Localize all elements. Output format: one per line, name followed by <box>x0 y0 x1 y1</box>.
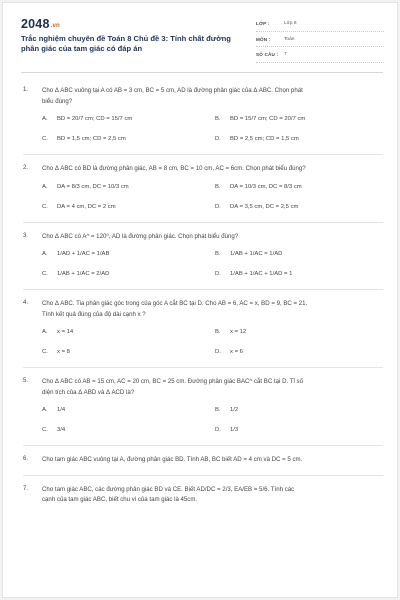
question-text-line: Cho tam giác ABC, các đường phân giác BD và CE. Biết AD/DC = 2/3, EA/EB = 5/6. Tính các <box>42 485 295 493</box>
question-text <box>42 86 385 107</box>
meta-label: SỐ CÂU : <box>256 52 279 57</box>
meta-row-count <box>256 50 384 63</box>
question-number: 5. <box>23 377 29 384</box>
answer-options <box>42 116 385 145</box>
question-item <box>23 299 385 358</box>
option-letter: D. <box>215 136 221 142</box>
option-text: 1/4 <box>57 407 66 413</box>
option-text: x = 6 <box>230 349 243 355</box>
meta-label: LỚP : <box>256 21 270 26</box>
question-number: 7. <box>23 484 29 492</box>
option-text: x = 14 <box>57 329 74 335</box>
meta-value: Toán <box>284 36 295 42</box>
document-title-line: phân giác của tam giác có đáp án <box>21 44 143 53</box>
question-number: 1. <box>23 86 29 93</box>
option-letter: A. <box>42 116 48 122</box>
answer-option[interactable] <box>42 349 215 358</box>
meta-value: 7 <box>284 52 287 57</box>
option-text: 3/4 <box>57 427 66 433</box>
option-letter: B. <box>215 183 221 190</box>
question-list <box>23 86 385 506</box>
question-text <box>42 377 385 398</box>
answer-option[interactable] <box>42 329 215 338</box>
question-text-line: Tính kết quả đúng của độ dài cạnh x ? <box>42 310 146 318</box>
option-letter: D. <box>215 349 221 355</box>
worksheet-header <box>21 17 383 63</box>
question-item <box>23 485 385 506</box>
logo-main: 2048 <box>21 17 50 31</box>
document-title-line: Trắc nghiệm chuyên đề Toán 8 Chủ đề 3: Tính chất đường <box>21 34 231 43</box>
answer-option[interactable] <box>215 116 385 125</box>
answer-options <box>42 251 385 280</box>
option-letter: C. <box>42 349 48 355</box>
option-text: BD = 20/7 cm; CD = 15/7 cm <box>57 116 133 122</box>
answer-option[interactable] <box>42 251 215 260</box>
option-text: DA = 3,5 cm, DC = 2,5 cm <box>230 203 299 210</box>
logo-suffix: .vn <box>50 23 60 29</box>
meta-row-subject <box>256 35 384 48</box>
question-divider <box>23 445 383 446</box>
option-letter: D. <box>215 271 221 277</box>
answer-option[interactable] <box>42 184 215 193</box>
question-text <box>42 485 385 506</box>
option-letter: D. <box>215 203 221 210</box>
answer-options <box>42 407 385 436</box>
option-text: 1/AB + 1/AC = 2/AD <box>57 271 110 277</box>
document-title <box>21 34 261 54</box>
answer-option[interactable] <box>215 271 385 280</box>
answer-options <box>42 184 385 213</box>
answer-option[interactable] <box>42 407 215 416</box>
worksheet-page <box>2 2 398 598</box>
meta-info <box>256 19 384 66</box>
question-text-line: Cho Δ ABC có A^ = 120⁰, AD là đường phân giác. Chọn phát biểu đúng? <box>42 232 239 240</box>
answer-option[interactable] <box>215 184 385 193</box>
option-text: 1/AB + 1/AC = 1/AD <box>230 251 283 257</box>
question-text-line: Cho Δ ABC vuông tại A có AB = 3 cm, BC = 5 cm, AD là đường phân giác của Δ ABC. Chọn phát <box>42 87 303 94</box>
answer-options <box>42 329 385 358</box>
question-item <box>23 232 385 281</box>
answer-option[interactable] <box>42 136 215 145</box>
option-text: x = 12 <box>230 329 247 335</box>
option-letter: B. <box>215 407 221 413</box>
option-letter: B. <box>215 116 221 122</box>
option-text: DA = 4 cm, DC = 2 cm <box>57 203 116 210</box>
option-letter: A. <box>42 183 48 190</box>
option-text: BD = 1,5 cm; CD = 2,5 cm <box>57 136 126 142</box>
option-letter: A. <box>42 251 48 257</box>
question-divider <box>23 289 383 290</box>
question-divider <box>23 475 383 476</box>
meta-label: MÔN : <box>256 36 271 42</box>
question-divider <box>23 154 383 155</box>
question-item <box>23 86 385 145</box>
option-letter: B. <box>215 329 221 335</box>
option-text: 1/3 <box>230 427 239 433</box>
option-text: DA = 8/3 cm, DC = 10/3 cm <box>57 183 129 190</box>
header-divider <box>21 72 383 73</box>
option-letter: B. <box>215 251 221 257</box>
answer-option[interactable] <box>42 271 215 280</box>
option-text: 1/AB + 1/AC + 1/AD = 1 <box>230 271 293 277</box>
answer-option[interactable] <box>215 407 385 416</box>
question-number: 2. <box>23 164 29 171</box>
question-text-line: cạnh của tam giác ABC, biết chu vi của tam giác là 45cm. <box>42 496 198 503</box>
question-text-line: Cho tam giác ABC vuông tại A, đường phân giác BD. Tính AB, BC biết AD = 4 cm và DC = 5 cm. <box>42 456 303 463</box>
question-number: 3. <box>23 231 29 239</box>
option-letter: A. <box>42 329 48 335</box>
option-letter: C. <box>42 203 48 210</box>
answer-option[interactable] <box>215 427 385 436</box>
question-text-line: Cho Δ ABC có AB = 15 cm, AC = 20 cm, BC = 25 cm. Đường phân giác BAC^ cắt BC tại D. Tỉ số <box>42 378 303 385</box>
answer-option[interactable] <box>42 427 215 436</box>
question-text-line: diện tích của Δ ABD và Δ ACD là? <box>42 388 135 396</box>
option-text: DA = 10/3 cm, DC = 8/3 cm <box>230 183 302 190</box>
question-item <box>23 377 385 436</box>
answer-option[interactable] <box>42 204 215 213</box>
question-text-line: biểu đúng? <box>42 97 73 105</box>
question-text <box>42 232 385 243</box>
question-text-line: Cho Δ ABC có BD là đường phân giác, AB = 8 cm, BC = 10 cm, AC = 6cm. Chọn phát biểu đúng? <box>42 165 306 172</box>
answer-option[interactable] <box>215 136 385 145</box>
option-text: 1/AD + 1/AC = 1/AB <box>57 251 110 257</box>
question-text <box>42 299 385 320</box>
question-item <box>23 455 385 466</box>
meta-row-class <box>256 19 384 32</box>
question-divider <box>23 367 383 368</box>
option-letter: C. <box>42 271 48 277</box>
site-logo[interactable] <box>21 17 60 31</box>
question-text-line: Cho Δ ABC. Tia phân giác góc trong của góc A cắt BC tại D. Cho AB = 6, AC = x, BD = 9, BC = 21. <box>42 300 308 307</box>
answer-option[interactable] <box>215 349 385 358</box>
question-number: 6. <box>23 455 29 462</box>
option-letter: D. <box>215 427 221 433</box>
option-text: BD = 15/7 cm; CD = 20/7 cm <box>230 116 306 122</box>
answer-option[interactable] <box>215 251 385 260</box>
option-text: 1/2 <box>230 407 239 413</box>
question-text <box>42 164 385 175</box>
question-number: 4. <box>23 299 29 306</box>
option-letter: C. <box>42 427 48 433</box>
option-letter: C. <box>42 136 48 142</box>
option-text: BD = 2,5 cm; CD = 1,5 cm <box>230 136 299 142</box>
question-text <box>42 455 385 466</box>
meta-value: Lớp 8 <box>284 21 297 26</box>
answer-option[interactable] <box>215 329 385 338</box>
answer-option[interactable] <box>215 204 385 213</box>
option-letter: A. <box>42 407 48 413</box>
answer-option[interactable] <box>42 116 215 125</box>
option-text: x = 8 <box>57 349 70 355</box>
question-divider <box>23 222 383 223</box>
question-item <box>23 164 385 213</box>
